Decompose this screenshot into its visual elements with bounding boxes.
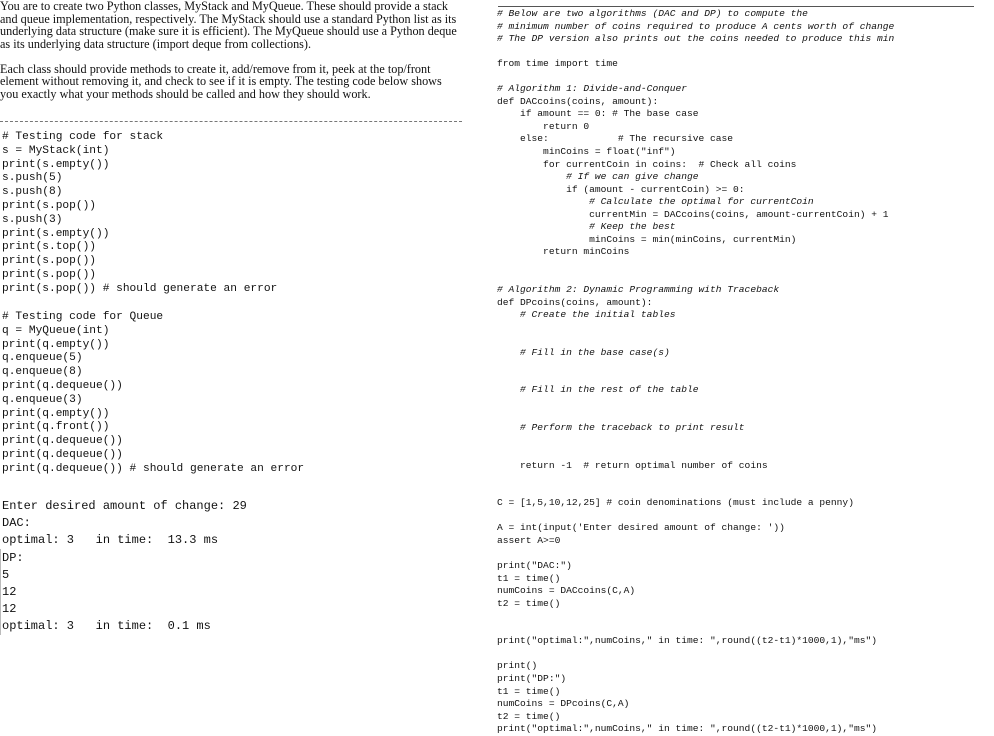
right-code-line [497, 485, 894, 498]
intro-line: as its underlying data structure (import deque from collections). [0, 36, 312, 51]
console-output-line: 12 [2, 602, 17, 617]
stack-test-line: print(s.pop()) # should generate an error [2, 282, 278, 295]
queue-test-line: q.enqueue(5) [2, 352, 83, 365]
right-code-line [497, 447, 894, 460]
console-output-line: 12 [2, 585, 17, 600]
console-output-line: DAC: [2, 516, 31, 531]
right-code-line: for currentCoin in coins: # Check all coins [497, 158, 797, 170]
right-code-line [497, 334, 894, 347]
right-code-line: # Keep the best [497, 221, 676, 233]
right-code-line: # Algorithm 1: Divide-and-Conquer [497, 83, 687, 95]
intro-line: and queue implementation, respectively. The MyStack should use a standard Python list as its [0, 11, 457, 26]
algorithm-code-listing [497, 8, 894, 736]
right-code-line [497, 322, 894, 335]
right-code-line: print("optimal:",numCoins," in time: ",round((t2-t1)*1000,1),"ms") [497, 723, 877, 735]
intro-line: element without removing it, and check to see if it is empty. The testing code below shows [0, 74, 442, 89]
intro-line: you exactly what your methods should be called and how they should work. [0, 87, 371, 102]
right-code-line: numCoins = DPcoins(C,A) [497, 698, 630, 710]
console-output-line: optimal: 3 in time: 13.3 ms [2, 533, 219, 548]
queue-test-line: print(q.front()) [2, 421, 110, 434]
queue-test-line: print(q.dequeue()) # should generate an error [2, 462, 305, 475]
assignment-description [0, 0, 470, 101]
queue-test-line: print(q.empty()) [2, 338, 110, 351]
stack-test-code [2, 131, 277, 297]
queue-test-line: print(q.empty()) [2, 407, 110, 420]
right-code-line [497, 623, 894, 636]
right-code-line: # If we can give change [497, 171, 699, 183]
stack-test-line: print(s.pop()) [2, 199, 96, 212]
queue-test-line: q.enqueue(8) [2, 366, 83, 379]
right-code-line [497, 372, 894, 385]
intro-line [0, 50, 470, 63]
right-code-line [497, 648, 894, 661]
intro-line: Each class should provide methods to create it, add/remove from it, peek at the top/front [0, 61, 431, 76]
intro-line: underlying data structure (make sure it is efficient). The MyQueue should use a Python deque [0, 24, 457, 39]
right-code-line [497, 548, 894, 561]
queue-test-line: # Testing code for Queue [2, 311, 164, 323]
stack-test-line: print(s.empty()) [2, 158, 110, 171]
right-code-line: return -1 # return optimal number of coins [497, 459, 768, 471]
right-code-line: t2 = time() [497, 710, 561, 722]
right-code-line: A = int(input('Enter desired amount of change: ')) [497, 522, 785, 534]
right-code-line [497, 359, 894, 372]
right-code-line: numCoins = DACcoins(C,A) [497, 585, 636, 597]
right-code-line [497, 397, 894, 410]
code-top-rule [498, 6, 974, 7]
right-code-line: t1 = time() [497, 572, 561, 584]
queue-test-code [2, 311, 304, 477]
stack-test-line: print(s.empty()) [2, 227, 110, 240]
right-code-line: t2 = time() [497, 597, 561, 609]
right-code-line: print("DP:") [497, 672, 567, 684]
right-code-line [497, 610, 894, 623]
console-output-line: 5 [2, 567, 10, 582]
queue-test-line: q.enqueue(3) [2, 393, 83, 406]
right-code-line: if amount == 0: # The base case [497, 108, 699, 120]
right-code-line: print("optimal:",numCoins," in time: ",round((t2-t1)*1000,1),"ms") [497, 635, 877, 647]
stack-test-line: s = MyStack(int) [2, 144, 110, 157]
right-code-line: print("DAC:") [497, 560, 572, 572]
right-code-line: if (amount - currentCoin) >= 0: [497, 183, 745, 195]
intro-line: You are to create two Python classes, MyStack and MyQueue. These should provide a stack [0, 0, 449, 13]
right-code-line: else: # The recursive case [497, 133, 734, 145]
queue-test-line: print(q.dequeue()) [2, 379, 123, 392]
right-code-line: minCoins = float("inf") [497, 146, 676, 158]
stack-test-line: s.push(8) [2, 186, 63, 199]
right-code-line: from time import time [497, 58, 618, 70]
right-code-line [497, 259, 894, 272]
console-output-line: Enter desired amount of change: 29 [2, 499, 247, 513]
right-code-line: C = [1,5,10,12,25] # coin denominations (must include a penny) [497, 497, 854, 509]
queue-test-line: print(q.dequeue()) [2, 448, 123, 461]
right-code-line: print() [497, 660, 538, 672]
right-code-line: currentMin = DACcoins(coins, amount-currentCoin) + 1 [497, 208, 889, 220]
stack-test-line: # Testing code for stack [2, 131, 164, 143]
right-code-line [497, 271, 894, 284]
stack-test-line: print(s.top()) [2, 241, 96, 254]
right-code-line: # Perform the traceback to print result [497, 422, 745, 434]
right-code-line: minCoins = min(minCoins, currentMin) [497, 233, 797, 245]
right-code-line: return 0 [497, 120, 590, 132]
stack-test-line: s.push(5) [2, 172, 63, 185]
right-code-line: # Fill in the base case(s) [497, 346, 670, 358]
right-code-line: return minCoins [497, 246, 630, 258]
right-code-line: assert A>=0 [497, 534, 561, 546]
console-output-line: optimal: 3 in time: 0.1 ms [2, 619, 211, 634]
right-code-line [497, 46, 894, 59]
right-code-line: def DPcoins(coins, amount): [497, 296, 653, 308]
right-code-line: def DACcoins(coins, amount): [497, 95, 659, 107]
right-code-line: # minimum number of coins required to produce A cents worth of change [497, 20, 895, 32]
stack-test-line: print(s.pop()) [2, 255, 96, 268]
console-output-line: DP: [2, 550, 24, 565]
queue-test-line: q = MyQueue(int) [2, 324, 110, 337]
right-code-line [497, 472, 894, 485]
console-output [2, 498, 247, 636]
right-code-line: # Fill in the rest of the table [497, 384, 699, 396]
right-code-line [497, 410, 894, 423]
right-code-line [497, 510, 894, 523]
right-code-line: # The DP version also prints out the coins needed to produce this min [497, 33, 895, 45]
right-code-line [497, 435, 894, 448]
right-code-line: # Algorithm 2: Dynamic Programming with Traceback [497, 284, 780, 296]
right-code-line: # Below are two algorithms (DAC and DP) to compute the [497, 8, 808, 19]
right-code-line: # Create the initial tables [497, 309, 676, 321]
queue-test-line: print(q.dequeue()) [2, 435, 123, 448]
stack-test-line: print(s.pop()) [2, 268, 96, 281]
right-code-line: # Calculate the optimal for currentCoin [497, 196, 814, 208]
section-divider [0, 121, 462, 122]
right-code-line [497, 71, 894, 84]
right-code-line: t1 = time() [497, 685, 561, 697]
stack-test-line: s.push(3) [2, 213, 63, 226]
